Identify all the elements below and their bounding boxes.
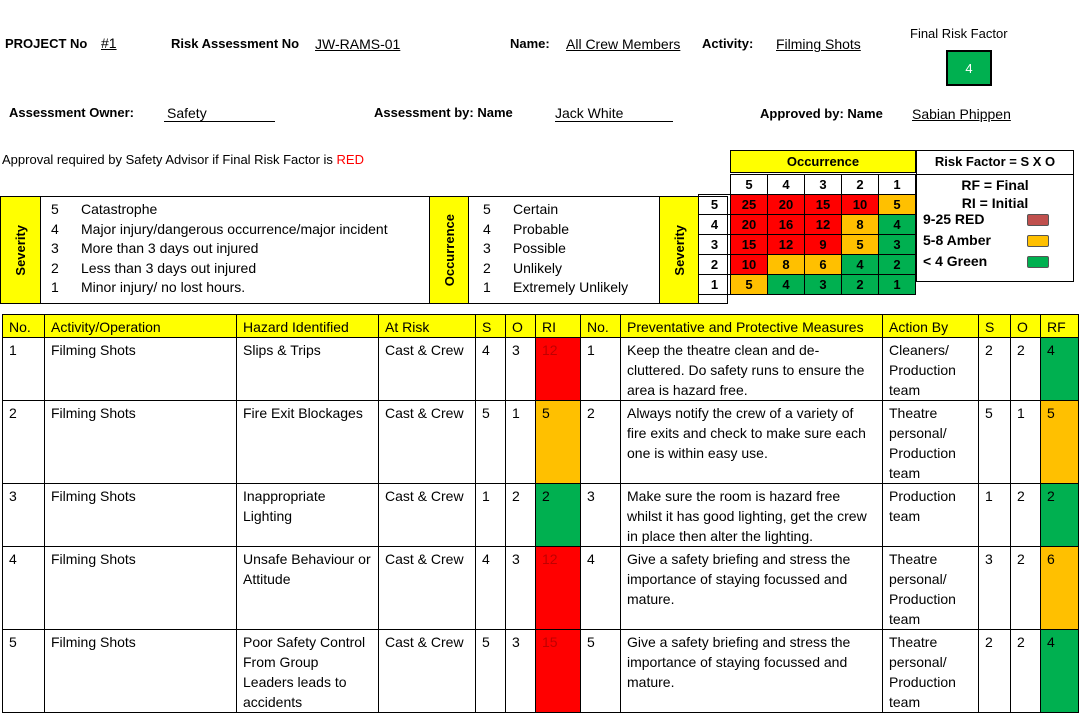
measure-number: 1 [581, 338, 621, 401]
risk-key-swatch [1027, 256, 1049, 268]
severity-level-text: Major injury/dangerous occurrence/major incident [81, 220, 388, 237]
row-number: 3 [3, 484, 45, 547]
severity-level-number: 5 [51, 201, 59, 217]
occurrence-level-text: Unlikely [513, 259, 563, 276]
matrix-cell: 4 [842, 255, 879, 275]
occurrence-cell: 3 [506, 547, 536, 630]
risk-key-label: 9-25 RED [923, 211, 985, 227]
matrix-cell: 4 [768, 275, 805, 295]
initial-risk-cell: 12 [536, 338, 581, 401]
occurrence-legend-tab [429, 197, 469, 303]
final-severity-cell: 2 [979, 338, 1011, 401]
occurrence-cell: 3 [506, 630, 536, 713]
at-risk-cell: Cast & Crew [379, 484, 476, 547]
matrix-cell: 6 [805, 255, 842, 275]
severity-cell: 4 [476, 338, 506, 401]
matrix-cell: 20 [768, 195, 805, 215]
table-row [3, 547, 1079, 630]
final-risk-factor-label: Final Risk Factor [910, 26, 1008, 41]
matrix-cell: 12 [768, 235, 805, 255]
name-value: All Crew Members [566, 36, 681, 52]
table-row [3, 630, 1079, 713]
assessment-by-label: Assessment by: Name [374, 105, 513, 120]
measures-cell: Always notify the crew of a variety of fire exits and check to make sure each one is within easy use. [621, 401, 883, 484]
matrix-cell: 2 [842, 275, 879, 295]
severity-cell: 4 [476, 547, 506, 630]
matrix-row [699, 255, 916, 275]
occurrence-level-text: Certain [513, 201, 559, 217]
activity-cell: Filming Shots [45, 338, 237, 401]
final-severity-cell: 3 [979, 547, 1011, 630]
column-header: RF [1041, 315, 1079, 338]
row-number: 5 [3, 630, 45, 713]
risk-key-item [923, 232, 1073, 253]
project-value: #1 [101, 35, 117, 51]
final-risk-factor-badge [946, 50, 992, 86]
matrix-row-header: 3 [699, 235, 731, 255]
initial-risk-cell: 2 [536, 484, 581, 547]
occurrence-level-number: 4 [483, 220, 491, 237]
occurrence-level-number: 2 [483, 259, 491, 276]
occurrence-level-3 [483, 240, 566, 256]
severity-level-text: Catastrophe [81, 201, 158, 217]
hazard-cell: Fire Exit Blockages [237, 401, 379, 484]
matrix-header [730, 150, 916, 173]
final-risk-cell: 4 [1041, 630, 1079, 713]
severity-level-text: Minor injury/ no lost hours. [81, 279, 246, 296]
severity-level-2 [51, 260, 256, 276]
approval-note [2, 152, 364, 167]
at-risk-cell: Cast & Crew [379, 338, 476, 401]
matrix-cell: 5 [879, 195, 916, 215]
measures-cell: Make sure the room is hazard free whilst it has good lighting, get the crew in place then alter the lighting. [621, 484, 883, 547]
measure-number: 3 [581, 484, 621, 547]
matrix-row-header: 4 [699, 215, 731, 235]
action-by-cell: Theatre personal/ Production team [883, 547, 979, 630]
row-number: 2 [3, 401, 45, 484]
occurrence-level-1 [483, 279, 628, 295]
row-number: 4 [3, 547, 45, 630]
risk-key-panel [916, 150, 1074, 282]
matrix-row-header: 1 [699, 275, 731, 295]
risk-key-item [923, 211, 1073, 232]
matrix-row [699, 195, 916, 215]
matrix-cell: 15 [731, 235, 768, 255]
severity-cell: 5 [476, 401, 506, 484]
measures-cell: Give a safety briefing and stress the importance of staying focussed and mature. [621, 630, 883, 713]
column-header: Action By [883, 315, 979, 338]
matrix-cell: 3 [879, 235, 916, 255]
occurrence-cell: 2 [506, 484, 536, 547]
hazard-cell: Inappropriate Lighting [237, 484, 379, 547]
occurrence-legend-title: Occurrence [441, 213, 457, 287]
approval-note-red: RED [336, 152, 364, 167]
severity-level-1 [51, 279, 245, 295]
approval-note-text: Approval required by Safety Advisor if Final Risk Factor is [2, 152, 337, 167]
matrix-col-header: 1 [879, 175, 916, 195]
risk-table [2, 314, 1079, 713]
table-row [3, 338, 1079, 401]
severity-level-text: Less than 3 days out injured [81, 259, 257, 276]
severity-level-5 [51, 201, 157, 217]
final-occurrence-cell: 2 [1011, 338, 1041, 401]
severity-level-3 [51, 240, 258, 256]
action-by-cell: Cleaners/ Production team [883, 338, 979, 401]
at-risk-cell: Cast & Crew [379, 547, 476, 630]
owner-label: Assessment Owner: [9, 105, 134, 120]
table-row [3, 484, 1079, 547]
hazard-cell: Unsafe Behaviour or Attitude [237, 547, 379, 630]
matrix-cell: 16 [768, 215, 805, 235]
activity-label: Activity: [702, 36, 754, 51]
matrix-cell: 5 [842, 235, 879, 255]
ra-value: JW-RAMS-01 [315, 36, 401, 52]
matrix-cell: 2 [879, 255, 916, 275]
column-header: O [1011, 315, 1041, 338]
severity-legend-title: Severity [13, 224, 28, 276]
final-risk-cell: 6 [1041, 547, 1079, 630]
final-risk-cell: 5 [1041, 401, 1079, 484]
measure-number: 2 [581, 401, 621, 484]
column-header: At Risk [379, 315, 476, 338]
column-header: Hazard Identified [237, 315, 379, 338]
ra-label: Risk Assessment No [171, 36, 300, 51]
action-by-cell: Theatre personal/ Production team [883, 630, 979, 713]
risk-key-swatch [1027, 235, 1049, 247]
at-risk-cell: Cast & Crew [379, 401, 476, 484]
name-label: Name: [510, 36, 550, 51]
matrix-col-header: 3 [805, 175, 842, 195]
initial-risk-cell: 5 [536, 401, 581, 484]
matrix-col-header: 5 [731, 175, 768, 195]
measures-cell: Give a safety briefing and stress the importance of staying focussed and mature. [621, 547, 883, 630]
matrix-col-header: 2 [842, 175, 879, 195]
severity-cell: 1 [476, 484, 506, 547]
severity-level-4 [51, 221, 388, 237]
final-risk-cell: 4 [1041, 338, 1079, 401]
activity-cell: Filming Shots [45, 547, 237, 630]
matrix-col-header-row [699, 175, 916, 195]
matrix-cell: 25 [731, 195, 768, 215]
severity-level-number: 1 [51, 279, 59, 296]
hazard-cell: Poor Safety Control From Group Leaders leads to accidents [237, 630, 379, 713]
risk-matrix [698, 174, 916, 295]
final-severity-cell: 2 [979, 630, 1011, 713]
matrix-corner [699, 175, 731, 195]
measures-cell: Keep the theatre clean and de-cluttered. Do safety runs to ensure the area is hazard free. [621, 338, 883, 401]
column-header: RI [536, 315, 581, 338]
measure-number: 4 [581, 547, 621, 630]
table-header-row [3, 315, 1079, 338]
row-number: 1 [3, 338, 45, 401]
measure-number: 5 [581, 630, 621, 713]
ri-definition: RI = Initial [961, 195, 1029, 211]
hazard-cell: Slips & Trips [237, 338, 379, 401]
severity-legend-tab [1, 197, 41, 303]
occurrence-level-5 [483, 201, 558, 217]
initial-risk-cell: 12 [536, 547, 581, 630]
matrix-occurrence-title: Occurrence [731, 151, 916, 173]
risk-key-item [923, 253, 1073, 274]
matrix-cell: 3 [805, 275, 842, 295]
approved-by-value: Sabian Phippen [912, 106, 1011, 122]
occurrence-level-2 [483, 260, 562, 276]
occurrence-level-4 [483, 221, 569, 237]
column-header: No. [3, 315, 45, 338]
action-by-cell: Production team [883, 484, 979, 547]
assessment-by-value: Jack White [555, 105, 673, 122]
matrix-cell: 10 [842, 195, 879, 215]
matrix-cell: 9 [805, 235, 842, 255]
column-header: O [506, 315, 536, 338]
severity-level-number: 2 [51, 259, 59, 276]
column-header: S [979, 315, 1011, 338]
risk-formula: Risk Factor = S X O [917, 151, 1073, 175]
matrix-row-header: 5 [699, 195, 731, 215]
occurrence-level-text: Probable [513, 220, 570, 237]
matrix-cell: 12 [805, 215, 842, 235]
table-row [3, 401, 1079, 484]
risk-key-label: < 4 Green [923, 253, 988, 269]
occurrence-level-number: 3 [483, 240, 491, 257]
severity-level-text: More than 3 days out injured [81, 240, 259, 257]
matrix-cell: 10 [731, 255, 768, 275]
activity-value: Filming Shots [776, 36, 861, 52]
occurrence-level-number: 5 [483, 201, 491, 217]
final-occurrence-cell: 2 [1011, 484, 1041, 547]
occurrence-cell: 3 [506, 338, 536, 401]
matrix-row-header: 2 [699, 255, 731, 275]
owner-value: Safety [164, 105, 275, 122]
occurrence-level-text: Extremely Unlikely [513, 279, 629, 296]
severity-cell: 5 [476, 630, 506, 713]
final-severity-cell: 1 [979, 484, 1011, 547]
column-header: No. [581, 315, 621, 338]
column-header: Activity/Operation [45, 315, 237, 338]
matrix-row [699, 215, 916, 235]
approved-by-label: Approved by: Name [760, 106, 883, 121]
risk-key-swatch [1027, 214, 1049, 226]
initial-risk-cell: 15 [536, 630, 581, 713]
risk-key-label: 5-8 Amber [923, 232, 991, 248]
occurrence-cell: 1 [506, 401, 536, 484]
matrix-row [699, 235, 916, 255]
matrix-cell: 20 [731, 215, 768, 235]
column-header: S [476, 315, 506, 338]
at-risk-cell: Cast & Crew [379, 630, 476, 713]
final-occurrence-cell: 2 [1011, 547, 1041, 630]
matrix-row [699, 275, 916, 295]
severity-level-number: 4 [51, 220, 59, 237]
final-risk-cell: 2 [1041, 484, 1079, 547]
matrix-cell: 15 [805, 195, 842, 215]
occurrence-level-text: Possible [513, 240, 566, 257]
occurrence-level-number: 1 [483, 279, 491, 296]
activity-cell: Filming Shots [45, 401, 237, 484]
action-by-cell: Theatre personal/ Production team [883, 401, 979, 484]
matrix-cell: 8 [768, 255, 805, 275]
activity-cell: Filming Shots [45, 630, 237, 713]
matrix-cell: 4 [879, 215, 916, 235]
matrix-cell: 8 [842, 215, 879, 235]
final-risk-factor-value: 4 [965, 60, 973, 76]
legend-block [0, 196, 728, 304]
final-severity-cell: 5 [979, 401, 1011, 484]
matrix-cell: 1 [879, 275, 916, 295]
severity-level-number: 3 [51, 240, 59, 257]
activity-cell: Filming Shots [45, 484, 237, 547]
final-occurrence-cell: 2 [1011, 630, 1041, 713]
matrix-col-header: 4 [768, 175, 805, 195]
rf-definition: RF = Final [961, 177, 1029, 193]
risk-key-items [917, 211, 1073, 274]
project-label: PROJECT No [5, 36, 88, 51]
matrix-cell: 5 [731, 275, 768, 295]
column-header: Preventative and Protective Measures [621, 315, 883, 338]
final-occurrence-cell: 1 [1011, 401, 1041, 484]
matrix-severity-tab [659, 197, 699, 303]
matrix-severity-title: Severity [671, 224, 687, 276]
